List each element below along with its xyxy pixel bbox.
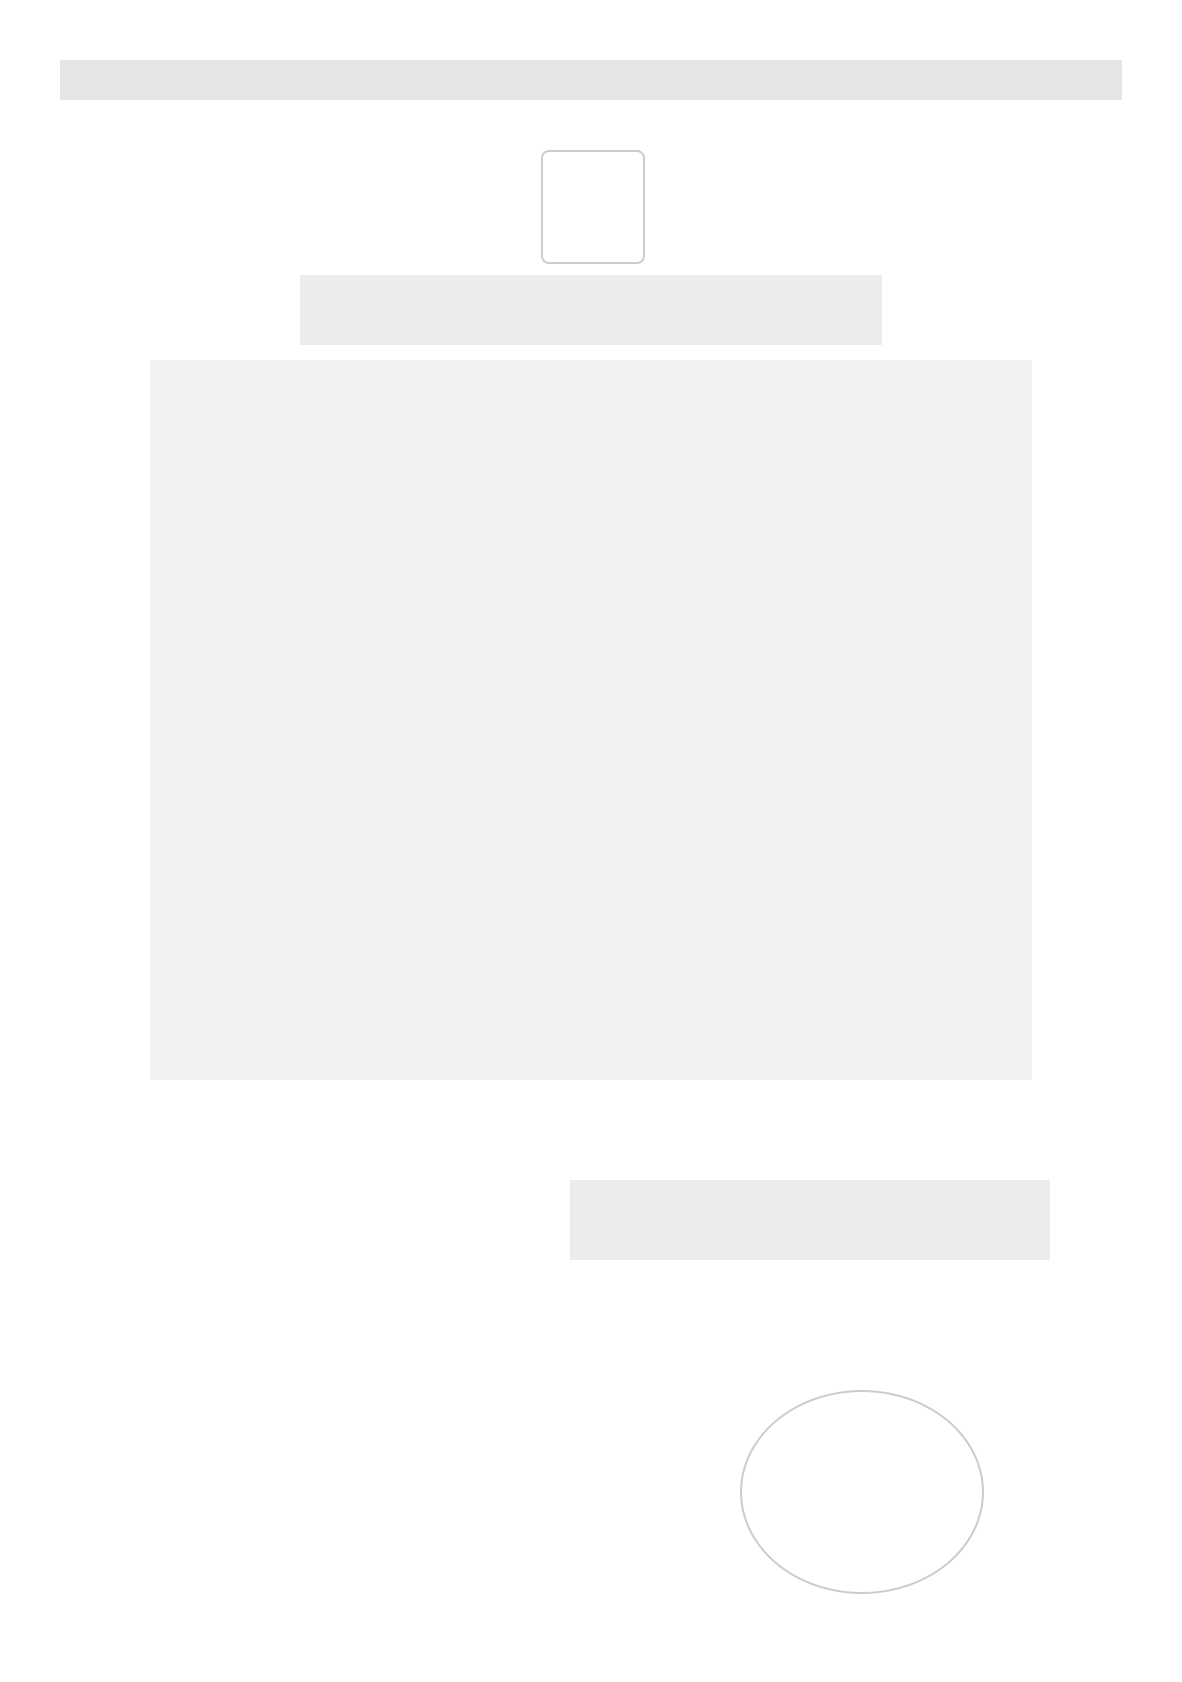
emblem (541, 150, 645, 264)
title-block (300, 275, 882, 345)
header-band (60, 60, 1122, 100)
signature-block (570, 1180, 1050, 1260)
body-block (150, 360, 1032, 1080)
seal (740, 1390, 984, 1594)
